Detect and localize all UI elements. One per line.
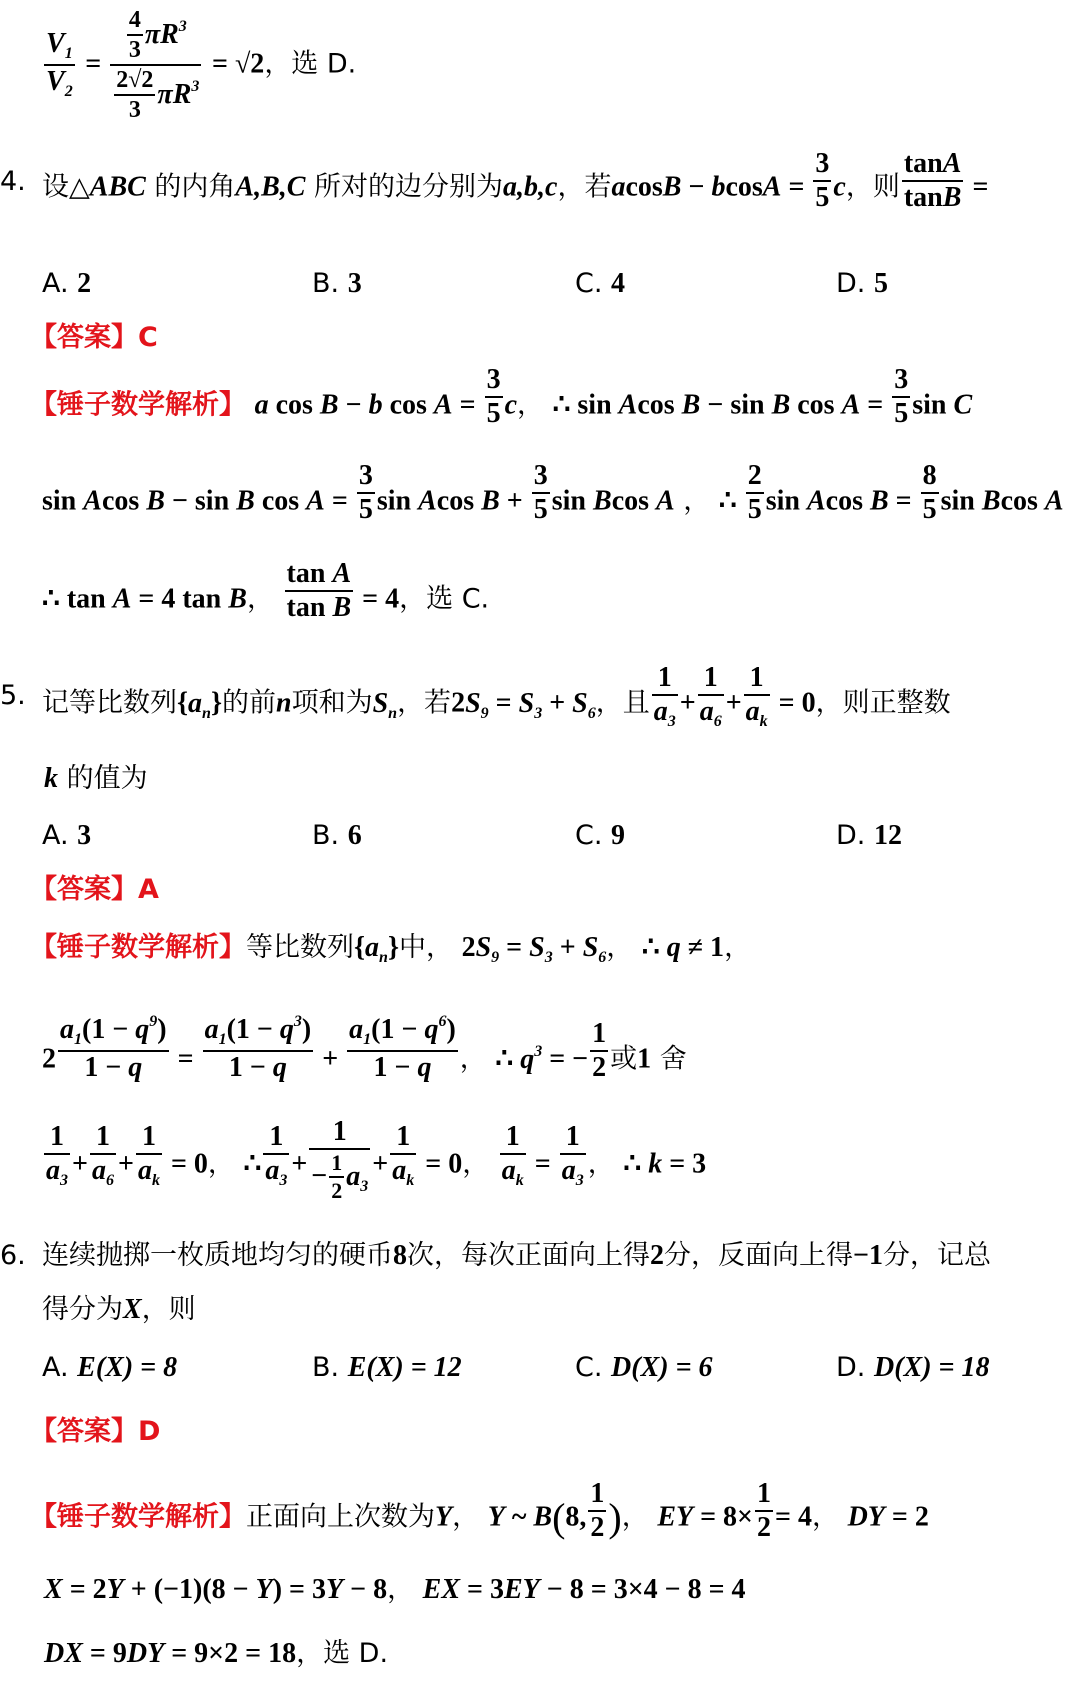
q3-tail-text: ，选 D. xyxy=(264,48,357,80)
q4-stem-c: 所对的边分别为 xyxy=(314,171,504,203)
q6-number: 6. xyxy=(0,1240,26,1271)
q6-option-d[interactable]: D. D(X) = 18 xyxy=(836,1352,990,1383)
q6-analysis-tag: 【锤子数学解析】 xyxy=(30,1501,246,1533)
q5-stem-f: ，则正整数 xyxy=(815,687,951,719)
q4-option-d[interactable]: D. 5 xyxy=(836,268,888,299)
q5-option-d[interactable]: D. 12 xyxy=(836,820,902,851)
q4-stem-d: ，若 xyxy=(557,171,612,203)
q4-analysis-line2: sin Acos B − sin B cos A = $\frac{3}{5}$ sin Acos B + $\frac{3}{5}$ sin Bcos A ， ∴ $\frac{2}{5}$ sin Acos B = $\frac{8}{5}$ sin Bcos A xyxy=(42,460,1064,525)
q5-stem-d: ，若 xyxy=(397,687,452,719)
q5-or-text: 或 xyxy=(610,1043,638,1075)
q5-analysis-line2: 2 $\frac{a_1(1 - q^9)}{1 - q}$ = $\frac{a_1(1 - q^3)}{1 - q}$ + $\frac{a_1(1 - q^6)}{1 - q}$ ， ∴ $q^3$ = − $\frac{1}{2}$ 或1 舍 xyxy=(42,1013,687,1083)
volume-ratio-fraction: $\frac{4}{3}$ $\pi R^3$ $\frac{2√2}{3}$ $\pi R^3$ xyxy=(110,8,201,122)
q5-number: 5. xyxy=(0,680,26,711)
q5-option-a[interactable]: A. 3 xyxy=(42,820,92,851)
q6-stem-mid: 次，每次正面向上得 xyxy=(407,1240,650,1271)
q6-stem-line2-text: 得分为 xyxy=(42,1294,123,1325)
q6-stem-2: 2 xyxy=(650,1240,664,1271)
q5-answer xyxy=(30,876,1080,903)
q5-stem-b: 的前 xyxy=(222,687,276,719)
q5-answer-value: A xyxy=(138,874,159,905)
q6-answer-value: D xyxy=(138,1416,161,1447)
q5-stem-g: 的值为 xyxy=(66,763,148,794)
q6-stem-line2-end: ，则 xyxy=(141,1294,196,1325)
q4-option-a[interactable]: A. 2 xyxy=(42,268,92,299)
q4-analysis-line1: 【锤子数学解析】 a cos B − b cos A = $\frac{3}{5}$ c， ∴ sin Acos B − sin B cos A = $\frac{3}{5}$ sin C xyxy=(30,364,973,429)
q4-option-c[interactable]: C. 4 xyxy=(575,268,626,299)
q5-she-text: 舍 xyxy=(659,1043,687,1075)
q5-stem-e: ，且 xyxy=(595,687,650,719)
q5-analysis-b: 中， xyxy=(399,932,453,963)
q4-analysis-tag: 【锤子数学解析】 xyxy=(30,389,246,421)
q4-stem-a: 设△ xyxy=(42,171,90,203)
q6-option-b[interactable]: B. E(X) = 12 xyxy=(312,1352,462,1383)
q5-analysis-line1: 【锤子数学解析】等比数列$\{a_n\}$中， $2S_9 = S_3 + S_6$， ∴ q ≠ 1， xyxy=(30,932,752,966)
v1-v2-fraction: $\frac{V_1}{V_2}$ xyxy=(46,28,73,100)
q6-option-a[interactable]: A. E(X) = 8 xyxy=(42,1352,178,1383)
q5-analysis-line3: $\frac{1}{a_3}$ + $\frac{1}{a_6}$ + $\frac{1}{a_k}$ = 0， ∴ $\frac{1}{a_3}$ + 1 − $\frac{1}{2}$ $a_3$ + $\frac{1}{a_k}$ = 0， $\frac{1}{a_k}$ = $\frac{1}{a_3}$ ， ∴ k = 3 xyxy=(46,1116,707,1203)
q4-option-b[interactable]: B. 3 xyxy=(312,268,362,299)
q5-analysis-tag: 【锤子数学解析】 xyxy=(30,932,246,963)
q4-stem-e: ，则 xyxy=(845,171,900,203)
q6-answer xyxy=(30,1418,1080,1445)
q6-stem-8: 8 xyxy=(393,1240,407,1271)
q6-analysis-line1: 【锤子数学解析】正面向上次数为Y， Y ~ B(8, $\frac{1}{2}$ )， EY = 8× $\frac{1}{2}$ = 4， DY = 2 xyxy=(30,1478,929,1543)
q6-analysis-line2: X = 2Y + (−1)(8 − Y) = 3Y − 8， EX = 3EY − 8 = 3×4 − 8 = 4 xyxy=(44,1574,746,1605)
q5-option-c[interactable]: C. 9 xyxy=(575,820,626,851)
q5-stem-c: 项和为 xyxy=(291,687,373,719)
q4-answer xyxy=(30,324,1080,351)
q6-stem-line1: 连续抛掷一枚质地均匀的硬币 xyxy=(42,1240,393,1271)
q6-analysis-line3: DX = 9DY = 9×2 = 18，选 D. xyxy=(44,1638,389,1669)
q3-ratio-line: $\frac{V_1}{V_2}$ = $\frac{4}{3}$ $\pi R^3$ $\frac{2√2}{3}$ $\pi R^3$ = √2，选 D. xyxy=(46,7,357,123)
q4-answer-tag: 【答案】 xyxy=(30,322,138,353)
q5-stem-a: 记等比数列 xyxy=(42,687,177,719)
q5-analysis-a: 等比数列 xyxy=(246,932,354,963)
q6-stem-end: 分，记总 xyxy=(882,1240,991,1271)
q4-analysis-line3: ∴ tan A = 4 tan B， $\frac{\text{tan A}}{\text{tan B}}$ = 4，选 C. xyxy=(42,558,490,623)
q6-stem-m1: −1 xyxy=(853,1240,883,1271)
q6-stem-mid2: 分，反面向上得 xyxy=(664,1240,853,1271)
q4-answer-value: C xyxy=(138,322,158,353)
q4-number: 4. xyxy=(0,166,26,197)
q5-stem-line2: k 的值为 xyxy=(44,763,148,794)
q6-analysis-a: 正面向上次数为 xyxy=(246,1501,435,1533)
q6-end-text: ，选 D. xyxy=(296,1638,389,1669)
q4-end-text: ，选 C. xyxy=(399,583,490,615)
q6-answer-tag: 【答案】 xyxy=(30,1416,138,1447)
q5-answer-tag: 【答案】 xyxy=(30,874,138,905)
q6-stem-line2: 得分为X，则 xyxy=(42,1294,196,1325)
q4-stem-b: 的内角 xyxy=(154,171,236,203)
q5-option-b[interactable]: B. 6 xyxy=(312,820,362,851)
q6-option-c[interactable]: C. D(X) = 6 xyxy=(575,1352,713,1383)
